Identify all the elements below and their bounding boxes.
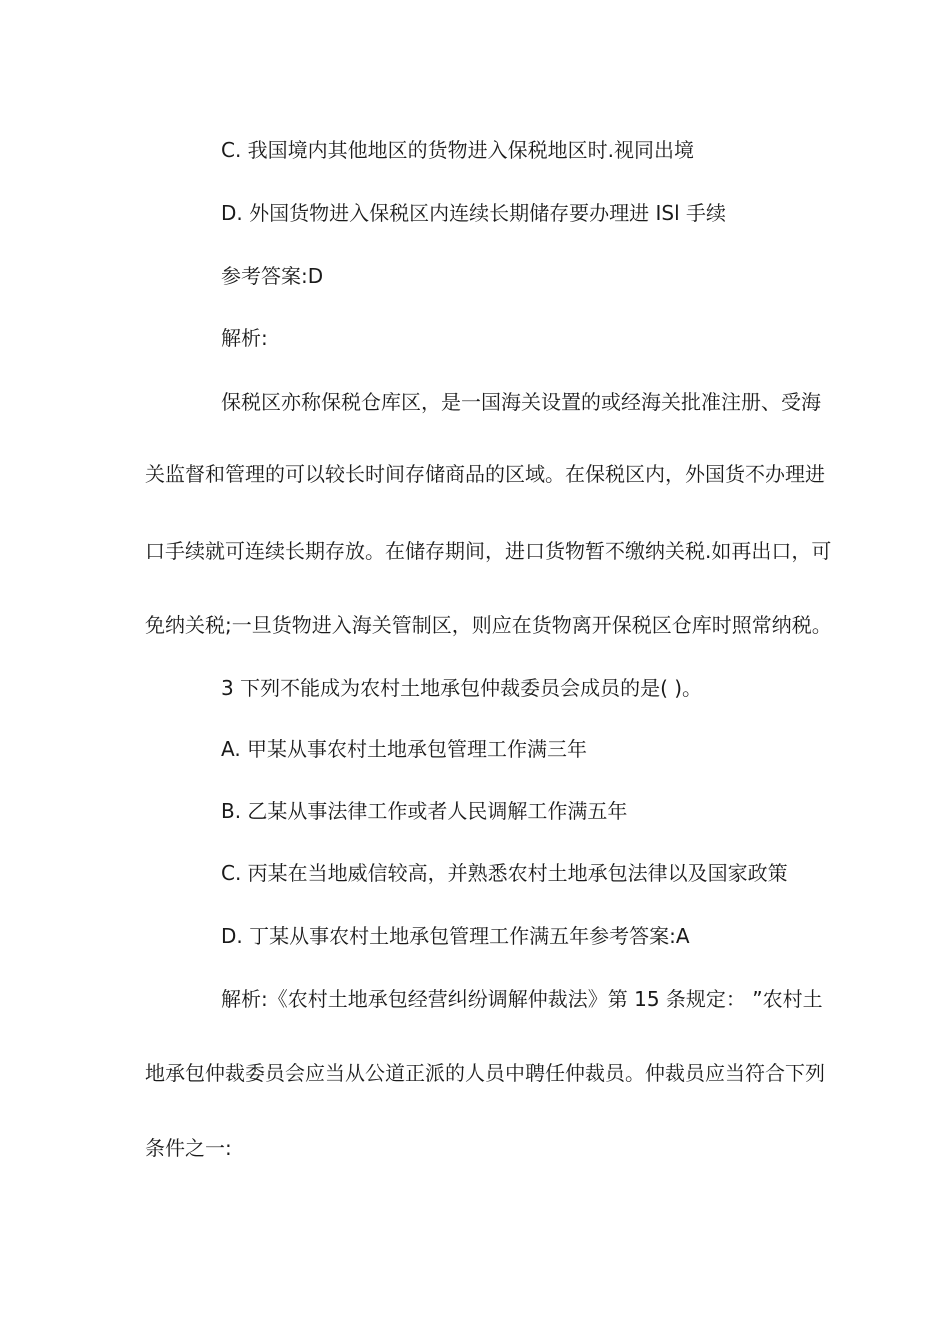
analysis-paragraph-line-3: 口手续就可连续长期存放。在储存期间，进口货物暂不缴纳关税.如再出口，可 (145, 539, 832, 563)
question-3-analysis-line-1: 解析:《农村土地承包经营纠纷调解仲裁法》第 15 条规定： ”农村土 (221, 987, 823, 1011)
question-3-option-b: B. 乙某从事法律工作或者人民调解工作满五年 (221, 799, 628, 823)
option-d-line: D. 外国货物进入保税区内连续长期储存要办理进 ISl 手续 (221, 201, 726, 225)
question-3-option-a: A. 甲某从事农村土地承包管理工作满三年 (221, 737, 588, 761)
question-3-analysis-line-2: 地承包仲裁委员会应当从公道正派的人员中聘任仲裁员。仲裁员应当符合下列 (145, 1061, 825, 1085)
option-c-line: C. 我国境内其他地区的货物进入保税地区时.视同出境 (221, 138, 695, 162)
analysis-paragraph-line-1: 保税区亦称保税仓库区，是一国海关设置的或经海关批准注册、受海 (221, 390, 821, 414)
question-3-option-c: C. 丙某在当地威信较高，并熟悉农村土地承包法律以及国家政策 (221, 861, 788, 885)
question-3-option-d-answer: D. 丁某从事农村土地承包管理工作满五年参考答案:A (221, 924, 690, 948)
analysis-paragraph-line-4: 免纳关税;一旦货物进入海关管制区，则应在货物离开保税区仓库时照常纳税。 (145, 613, 832, 637)
question-3-line: 3 下列不能成为农村土地承包仲裁委员会成员的是( )。 (221, 676, 703, 700)
analysis-paragraph-line-2: 关监督和管理的可以较长时间存储商品的区域。在保税区内，外国货不办理进 (145, 462, 825, 486)
analysis-heading: 解析: (221, 326, 268, 350)
question-3-analysis-line-3: 条件之一: (145, 1136, 232, 1160)
answer-line: 参考答案:D (221, 264, 324, 288)
